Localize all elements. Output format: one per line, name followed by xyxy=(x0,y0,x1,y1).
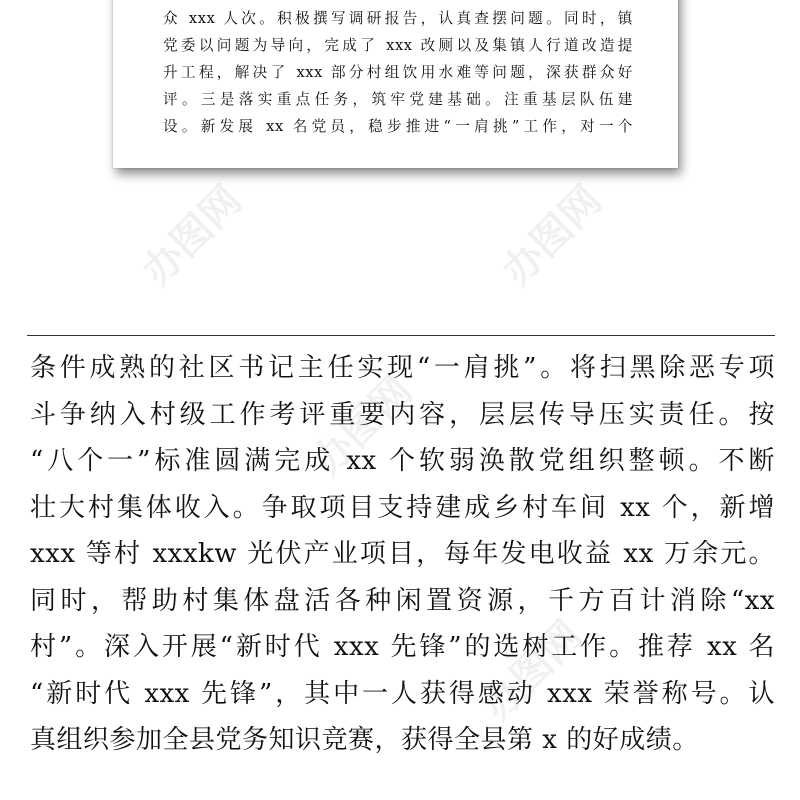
body-line: “新时代 xxx 先锋”，其中一人获得感动 xxx 荣誉称号。认 xyxy=(30,678,775,709)
body-line: 真组织参加全县党务知识竞赛，获得全县第 x 的好成绩。 xyxy=(30,725,699,755)
watermark: 办图网 xyxy=(303,367,422,485)
watermark: 办图网 xyxy=(473,612,592,730)
page-thumbnail xyxy=(113,0,678,168)
section-divider xyxy=(27,335,775,336)
thumbnail-line: 升工程，解决了 xxx 部分村组饮用水难等问题，深获群众好 xyxy=(163,64,633,81)
body-text xyxy=(30,345,775,764)
body-line: xxx 等村 xxxkw 光伏产业项目，每年发电收益 xx 万余元。 xyxy=(30,539,775,569)
thumbnail-line: 党委以问题为导向，完成了 xxx 改厕以及集镇人行道改造提 xyxy=(163,37,633,54)
body-line: “八个一”标准圆满完成 xx 个软弱涣散党组织整顿。不断 xyxy=(30,446,775,476)
body-line: 条件成熟的社区书记主任实现“一肩挑”。将扫黑除恶专项 xyxy=(30,353,775,383)
thumbnail-line: 评。三是落实重点任务，筑牢党建基础。注重基层队伍建 xyxy=(163,91,633,108)
watermark: 办图网 xyxy=(493,177,612,295)
thumbnail-text xyxy=(163,0,633,140)
thumbnail-line: 众 xxx 人次。积极撰写调研报告，认真查摆问题。同时，镇 xyxy=(163,10,633,27)
watermark: 办图网 xyxy=(133,177,252,295)
thumbnail-line: 设。新发展 xx 名党员，稳步推进“一肩挑”工作，对一个 xyxy=(163,118,633,135)
body-line: 斗争纳入村级工作考评重要内容，层层传导压实责任。按 xyxy=(30,399,775,430)
body-line: 同时，帮助村集体盘活各种闲置资源，千方百计消除“xx xyxy=(30,585,775,616)
body-line: 壮大村集体收入。争取项目支持建成乡村车间 xx 个，新增 xyxy=(30,492,775,523)
body-line: 村”。深入开展“新时代 xxx 先锋”的选树工作。推荐 xx 名 xyxy=(30,632,775,662)
